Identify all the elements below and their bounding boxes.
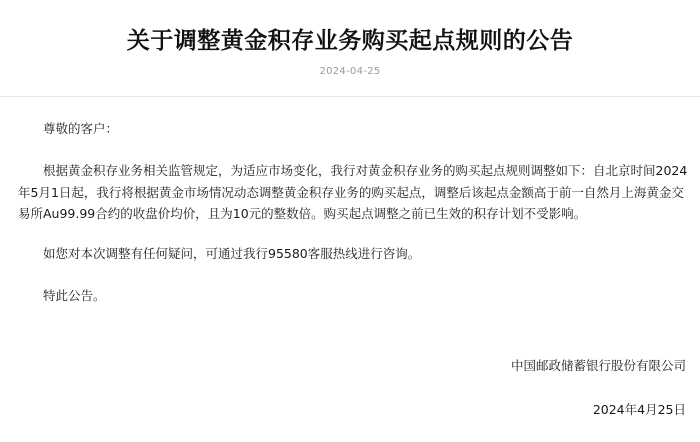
publish-date: 2024-04-25 <box>319 66 381 77</box>
body-paragraph-2: 如您对本次调整有任何疑问，可通过我行95580客服热线进行咨询。 <box>43 246 421 261</box>
greeting: 尊敬的客户： <box>43 121 119 136</box>
sign-date: 2024年4月25日 <box>592 402 686 417</box>
title-divider <box>0 96 700 97</box>
notice-title: 关于调整黄金积存业务购买起点规则的公告 <box>126 27 574 54</box>
closing-line: 特此公告。 <box>43 288 106 303</box>
body-paragraph-1: 根据黄金积存业务相关监管规定，为适应市场变化，我行对黄金积存业务的购买起点规则调整如下：自北京时间2024年5月1日起，我行将根据黄金市场情况动态调整黄金积存业务的购买起点，调整后该起点金额高于前一自然月上海黄金交易所Au99.99合约的收盘价均价，且为10元的整数倍。购买起点调整之前已生效的积存计划不受影响。 <box>18 163 688 221</box>
signer-name: 中国邮政储蓄银行股份有限公司 <box>510 358 686 373</box>
